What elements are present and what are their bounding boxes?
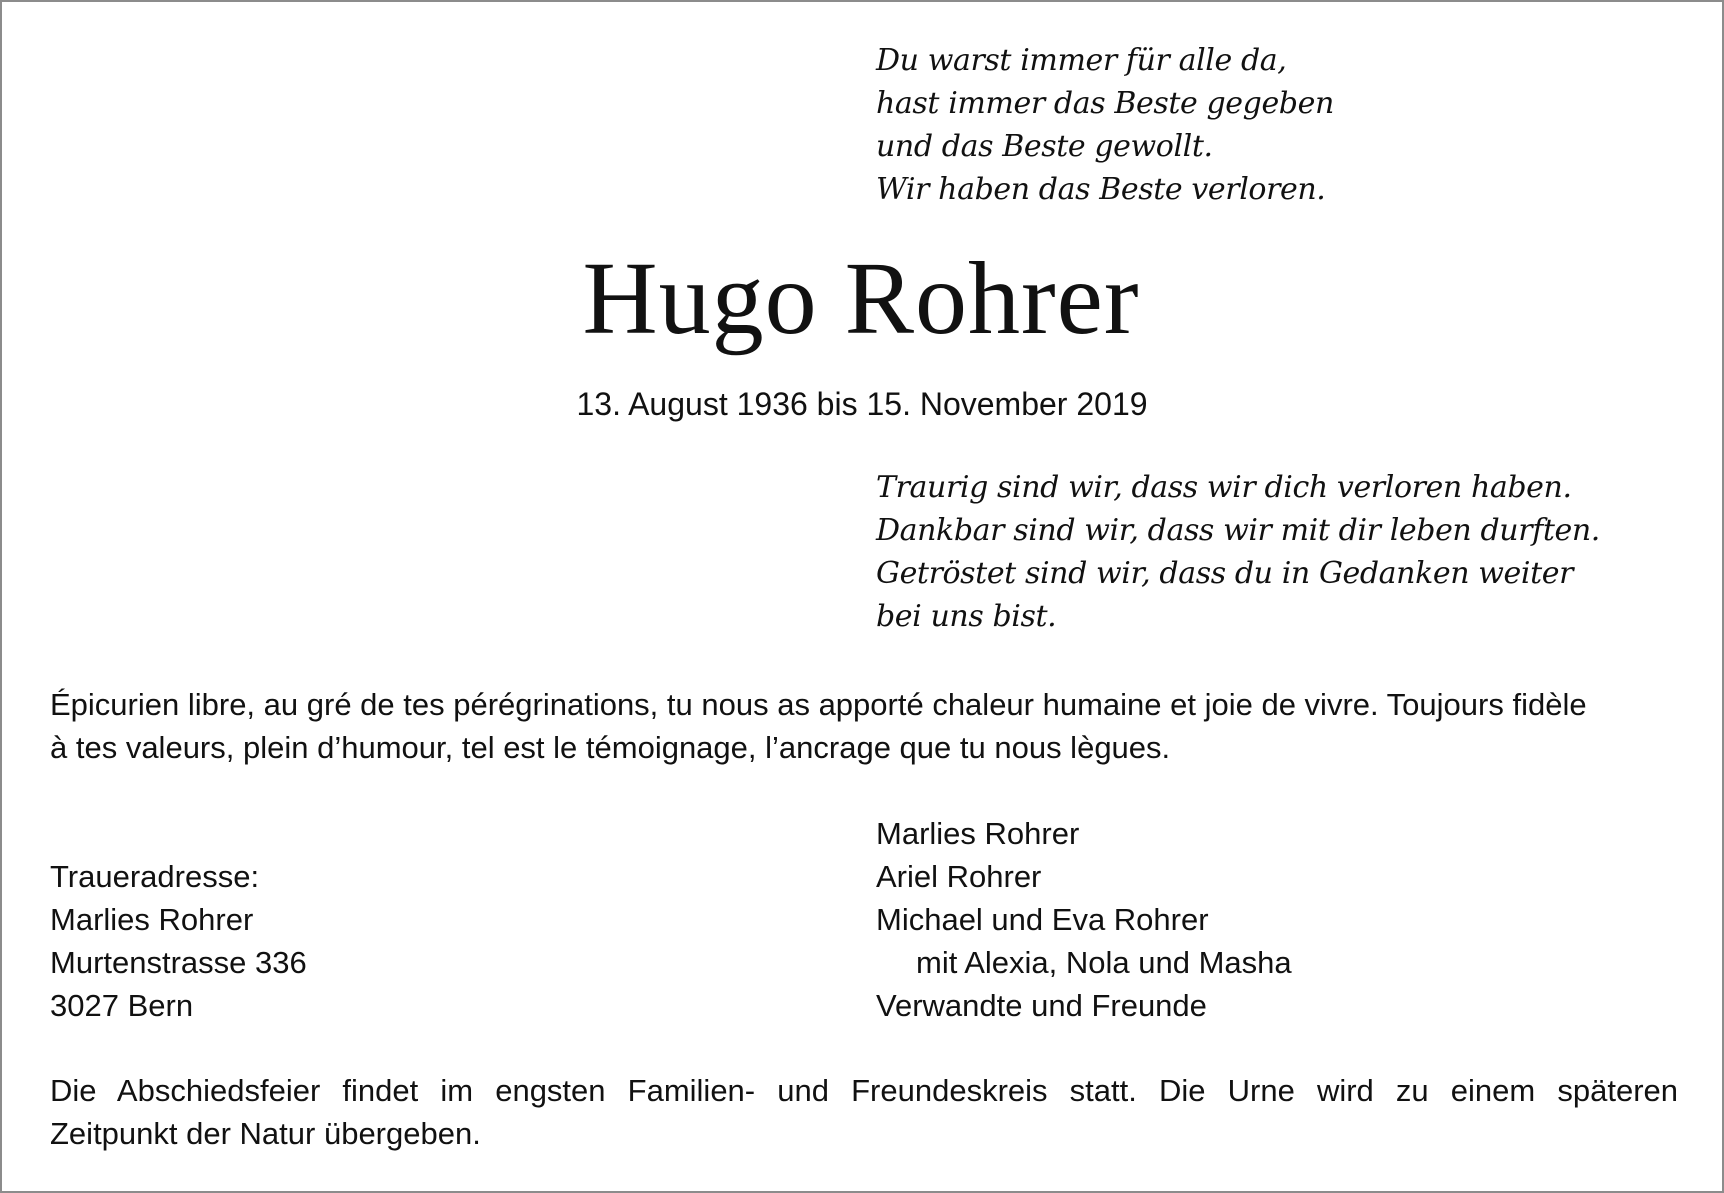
notice-line: Die Abschiedsfeier findet im engsten Familien- und Freundeskreis statt. Die Urne wird zu einem späteren — [50, 1073, 1678, 1108]
deceased-name-block — [2, 239, 1722, 359]
verse-top-line: Wir haben das Beste verloren. — [876, 172, 1326, 207]
mourner-name: Marlies Rohrer — [876, 816, 1080, 851]
address-heading: Traueradresse: — [50, 859, 260, 894]
verse-top — [876, 39, 1334, 211]
verse-middle-line: bei uns bist. — [876, 599, 1057, 634]
verse-middle — [876, 466, 1600, 638]
tribute-line: Épicurien libre, au gré de tes pérégrinations, tu nous as apporté chaleur humaine et joie de vivre. Toujours fidèle — [50, 687, 1587, 722]
ceremony-notice — [50, 1069, 1678, 1155]
mourners-list — [876, 812, 1292, 1027]
address-city: 3027 Bern — [50, 988, 194, 1023]
mourning-address — [50, 855, 307, 1027]
life-dates: 13. August 1936 bis 15. November 2019 — [576, 386, 1148, 422]
verse-top-line: hast immer das Beste gegeben — [876, 86, 1334, 121]
address-street: Murtenstrasse 336 — [50, 945, 307, 980]
address-name: Marlies Rohrer — [50, 902, 254, 937]
tribute-paragraph — [50, 683, 1587, 769]
notice-line: Zeitpunkt der Natur übergeben. — [50, 1116, 481, 1151]
verse-top-line: und das Beste gewollt. — [876, 129, 1213, 164]
verse-middle-line: Getröstet sind wir, dass du in Gedanken weiter — [876, 556, 1574, 591]
tribute-line: à tes valeurs, plein d’humour, tel est le témoignage, l’ancrage que tu nous lègues. — [50, 730, 1171, 765]
verse-middle-line: Dankbar sind wir, dass wir mit dir leben durften. — [876, 513, 1600, 548]
mourner-name: Michael und Eva Rohrer — [876, 902, 1209, 937]
deceased-name: Hugo Rohrer — [582, 241, 1140, 356]
mourner-name: Verwandte und Freunde — [876, 988, 1207, 1023]
mourner-name: Ariel Rohrer — [876, 859, 1042, 894]
mourner-name: mit Alexia, Nola und Masha — [916, 945, 1292, 980]
verse-top-line: Du warst immer für alle da, — [876, 43, 1287, 78]
verse-middle-line: Traurig sind wir, dass wir dich verloren haben. — [876, 470, 1572, 505]
